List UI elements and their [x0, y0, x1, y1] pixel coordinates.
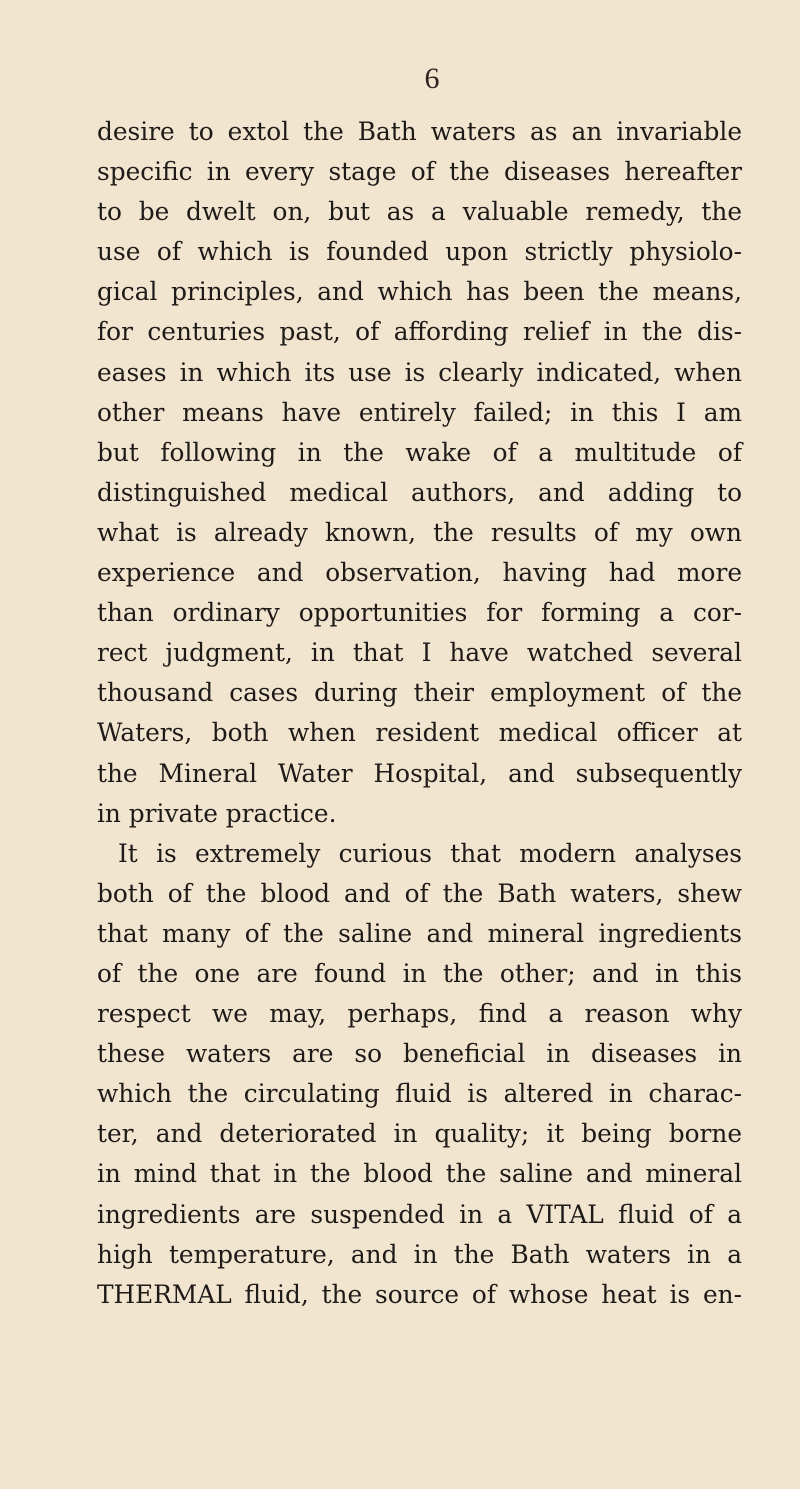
- text-line: the Mineral Water Hospital, and subsequently: [97, 758, 742, 788]
- paragraph-start-line: It is extremely curious that modern analyses: [118, 838, 742, 868]
- text-line: rect judgment, in that I have watched several: [97, 638, 742, 668]
- text-line: distinguished medical authors, and adding to: [97, 477, 742, 507]
- text-line: experience and observation, having had more: [97, 558, 742, 588]
- text-line: THERMAL fluid, the source of whose heat is en-: [97, 1279, 742, 1309]
- text-line: these waters are so beneficial in diseases in: [97, 1039, 742, 1069]
- text-line: but following in the wake of a multitude of: [97, 437, 742, 467]
- text-line: desire to extol the Bath waters as an invariable: [97, 117, 742, 146]
- text-line: respect we may, perhaps, find a reason why: [97, 999, 742, 1029]
- text-line: ingredients are suspended in a VITAL fluid of a: [97, 1199, 742, 1229]
- text-line: use of which is founded upon strictly physiolo-: [97, 237, 742, 267]
- text-line: what is already known, the results of my own: [97, 517, 742, 547]
- text-line: Waters, both when resident medical officer at: [97, 718, 742, 748]
- text-line: eases in which its use is clearly indicated, when: [97, 357, 742, 387]
- text-line: of the one are found in the other; and in this: [97, 958, 742, 988]
- text-line: gical principles, and which has been the means,: [97, 277, 742, 307]
- text-line: that many of the saline and mineral ingredients: [97, 918, 742, 948]
- text-line: which the circulating fluid is altered in charac-: [97, 1079, 742, 1109]
- text-line: thousand cases during their employment of the: [97, 678, 742, 708]
- text-line: ter, and deteriorated in quality; it being borne: [97, 1119, 742, 1149]
- text-line: for centuries past, of affording relief in the dis-: [97, 317, 742, 347]
- body-text: [97, 112, 742, 1315]
- text-line: specific in every stage of the diseases hereafter: [97, 157, 742, 187]
- text-line: both of the blood and of the Bath waters, shew: [97, 878, 742, 908]
- text-line: to be dwelt on, but as a valuable remedy, the: [97, 197, 742, 227]
- text-line: than ordinary opportunities for forming a cor-: [97, 598, 742, 628]
- page-number: 6: [424, 62, 440, 95]
- text-line: high temperature, and in the Bath waters in a: [97, 1239, 742, 1269]
- text-line: other means have entirely failed; in this I am: [97, 397, 742, 427]
- text-line: in private practice.: [97, 798, 337, 828]
- text-line: in mind that in the blood the saline and mineral: [97, 1159, 742, 1189]
